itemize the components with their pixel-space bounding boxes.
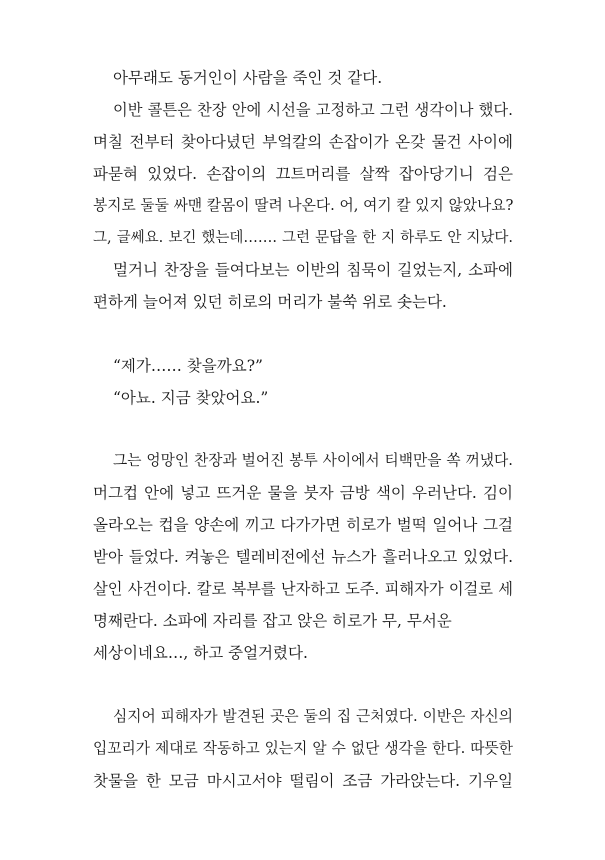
text-line: 심지어 피해자가 발견된 곳은 둘의 집 근처였다. 이반은 자신의: [113, 708, 513, 725]
text-line: 그, 글쎄요. 보긴 했는데……. 그런 문답을 한 지 하루도 안 지났다.: [93, 230, 513, 246]
text-line: 봉지로 둘둘 싸맨 칼몸이 딸려 나온다. 어, 여기 칼 있지 않았나요?: [93, 197, 514, 214]
dialogue-line: “제가…… 찾을까요?”: [113, 357, 263, 375]
text-line: 명째란다. 소파에 자리를 잡고 앉은 히로가 무, 무서운: [93, 612, 452, 630]
text-line: 편하게 늘어져 있던 히로의 머리가 불쑥 위로 솟는다.: [93, 293, 447, 311]
text-line: 입꼬리가 제대로 작동하고 있는지 알 수 없단 생각을 한다. 따뜻한: [93, 740, 513, 757]
text-line: 파묻혀 있었다. 손잡이의 끄트머리를 살짝 잡아당기니 검은: [93, 165, 513, 183]
text-line: 그는 엉망인 찬장과 벌어진 봉투 사이에서 티백만을 쏙 꺼냈다.: [113, 452, 513, 469]
dialogue-line: “아뇨. 지금 찾았어요.”: [113, 389, 269, 407]
text-line: 며칠 전부터 찾아다녔던 부엌칼의 손잡이가 온갖 물건 사이에: [93, 133, 513, 151]
text-line: 받아 들었다. 켜놓은 텔레비전에선 뉴스가 흘러나오고 있었다.: [93, 548, 513, 566]
text-line: 살인 사건이다. 칼로 복부를 난자하고 도주. 피해자가 이걸로 세: [93, 580, 513, 598]
text-line: 이반 콜튼은 찬장 안에 시선을 고정하고 그런 생각이나 했다.: [113, 101, 513, 119]
text-line: 멀거니 찬장을 들여다보는 이반의 침묵이 길었는지, 소파에: [113, 261, 513, 279]
text-line: 올라오는 컵을 양손에 끼고 다가가면 히로가 벌떡 일어나 그걸: [93, 516, 513, 534]
text-line: 아무래도 동거인이 사람을 죽인 것 같다.: [113, 69, 383, 87]
text-line: 찻물을 한 모금 마시고서야 떨림이 조금 가라앉는다. 기우일: [93, 772, 513, 790]
text-line: 세상이네요…, 하고 중얼거렸다.: [93, 644, 308, 662]
text-line: 머그컵 안에 넣고 뜨거운 물을 붓자 금방 색이 우러난다. 김이: [93, 484, 513, 502]
